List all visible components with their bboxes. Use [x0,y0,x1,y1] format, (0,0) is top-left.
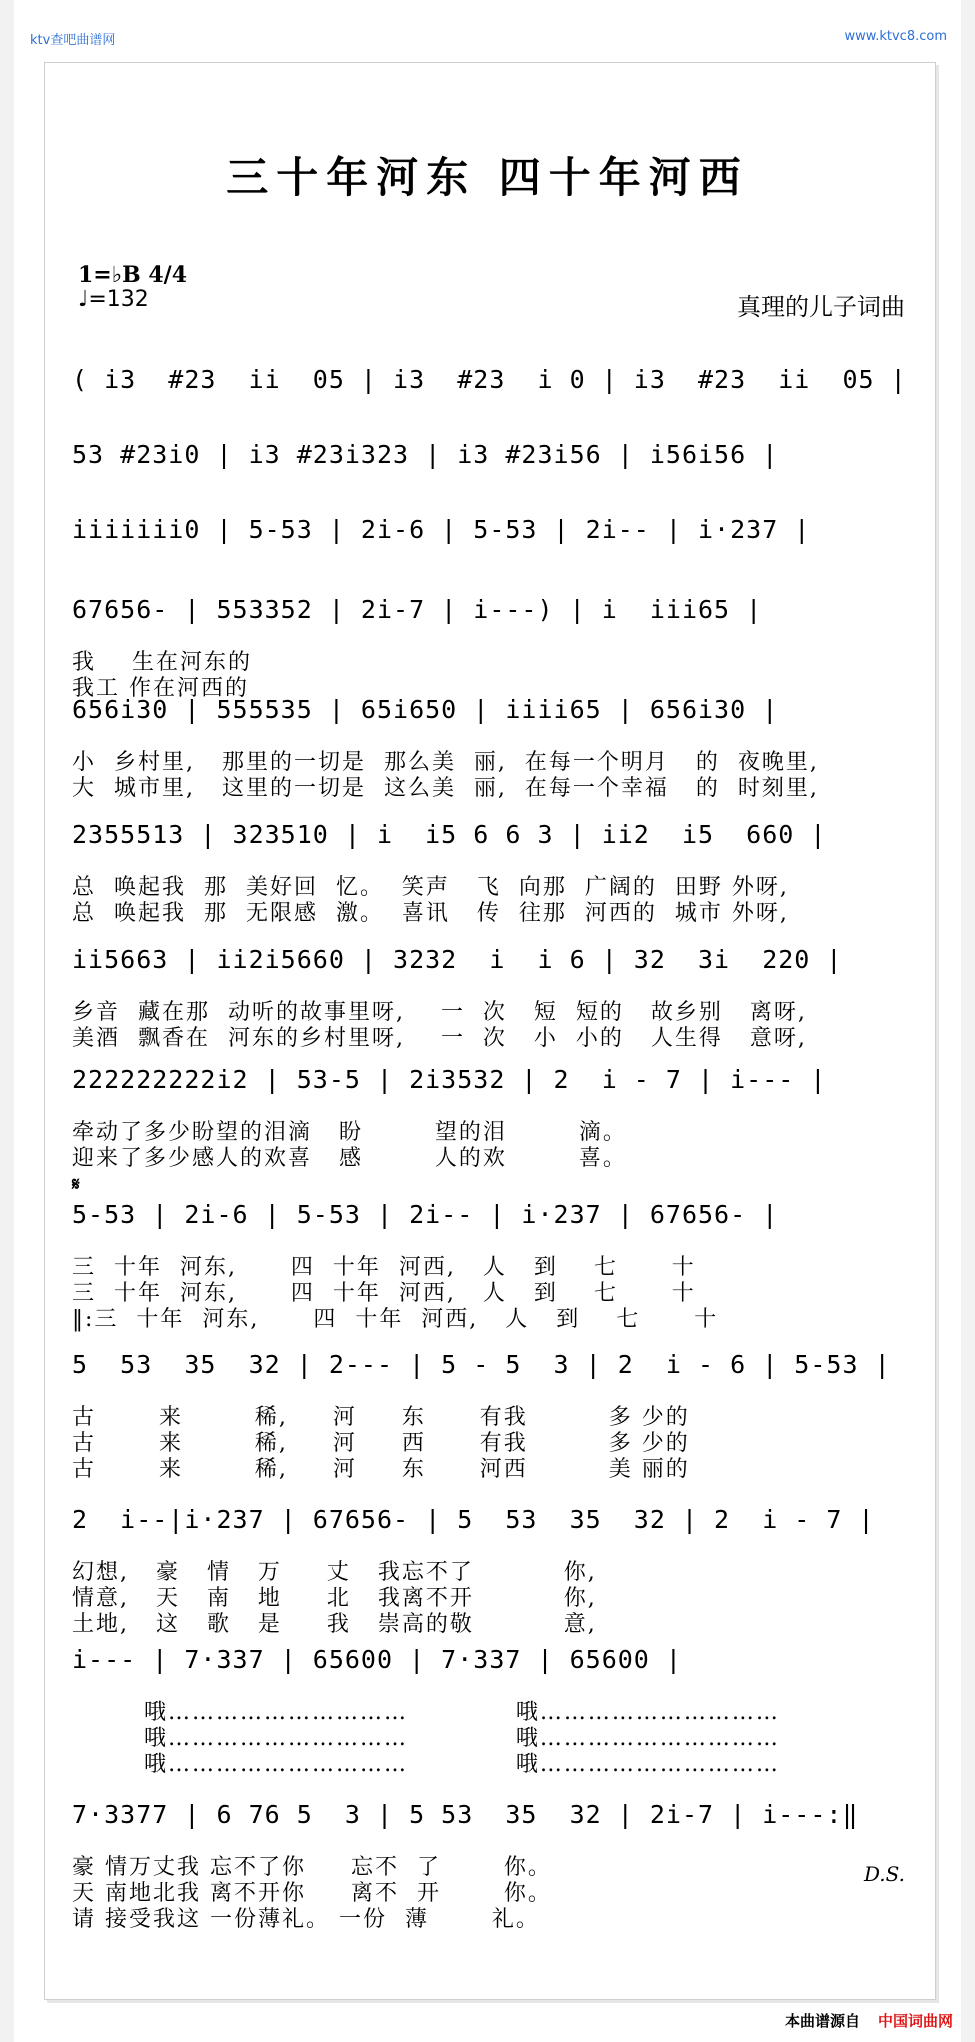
lyric-line: 总 唤起我 那 美好回 忆。 笑声 飞 向那 广阔的 田野 外呀, [72,875,789,900]
lyric-line: 大 城市里, 这里的一切是 这么美 丽, 在每一个幸福 的 时刻里, [72,776,819,801]
lyric-line: 迎来了多少感人的欢喜 感 人的欢 喜。 [72,1146,627,1171]
lyric-line: 古 来 稀, 河 西 有我 多 少的 [72,1431,690,1456]
right-watermark-strip [961,0,975,2042]
lyric-line: 古 来 稀, 河 东 河西 美 丽的 [72,1457,690,1482]
lyric-line: 天 南地北我 离不开你 离不 开 你。 [72,1881,552,1906]
lyric-line: 总 唤起我 那 无限感 激。 喜讯 传 往那 河西的 城市 外呀, [72,901,789,926]
lyric-line: 牵动了多少盼望的泪滴 盼 望的泪 滴。 [72,1120,627,1145]
key-signature: 1=♭B 4/4 [78,262,188,288]
lyric-line: 三 十年 河东, 四 十年 河西, 人 到 七 十 [72,1281,696,1306]
notation-line: 5-53 | 2i-6 | 5-53 | 2i-- | i·237 | 67656- | [72,1200,779,1229]
author-credit: 真理的儿子词曲 [737,293,905,321]
lyric-line: ‖:三 十年 河东, 四 十年 河西, 人 到 七 十 [72,1307,719,1332]
lyric-line: 我 生在河东的 [72,650,252,675]
song-title: 三十年河东 四十年河西 [226,153,749,202]
notation-line: i--- | 7·337 | 65600 | 7·337 | 65600 | [72,1645,682,1674]
notation-line: ii5663 | ii2i5660 | 3232 i i 6 | 32 3i 220 | [72,945,843,974]
lyric-line: 哦………………………… 哦………………………… [72,1700,780,1725]
notation-line: 5 53 35 32 | 2--- | 5 - 5 3 | 2 i - 6 | 5-53 | [72,1350,891,1379]
site-url-right[interactable]: www.ktvc8.com [844,29,947,44]
lyric-line: 小 乡村里, 那里的一切是 那么美 丽, 在每一个明月 的 夜晚里, [72,750,819,775]
lyric-line: 豪 情万丈我 忘不了你 忘不 了 你。 [72,1855,552,1880]
notation-line: iiiiiii0 | 5-53 | 2i-6 | 5-53 | 2i-- | i·237 | [72,515,811,544]
footer-source-site[interactable]: 中国词曲网 [877,2012,953,2030]
lyric-line: 土地, 这 歌 是 我 崇高的敬 意, [72,1612,597,1637]
lyric-line: 古 来 稀, 河 东 有我 多 少的 [72,1405,690,1430]
lyric-line: 我工 作在河西的 [72,676,249,701]
lyric-line: 乡音 藏在那 动听的故事里呀, 一 次 短 短的 故乡别 离呀, [72,1000,807,1025]
site-name-left[interactable]: ktv查吧曲谱网 [30,33,116,48]
dal-segno-mark: D.S. [863,1862,905,1886]
notation-line: 7·3377 | 6 76 5 3 | 5 53 35 32 | 2i-7 | i---:‖ [72,1800,859,1829]
notation-line: 2 i--|i·237 | 67656- | 5 53 35 32 | 2 i - 7 | [72,1505,875,1534]
notation-line: 67656- | 553352 | 2i-7 | i---) | i iii65 | [72,595,763,624]
lyric-line: 三 十年 河东, 四 十年 河西, 人 到 七 十 [72,1255,696,1280]
tempo-mark: ♩=132 [78,287,149,312]
notation-line: 53 #23i0 | i3 #23i323 | i3 #23i56 | i56i56 | [72,440,779,469]
lyric-line: 情意, 天 南 地 北 我离不开 你, [72,1586,597,1611]
notation-line: 222222222i2 | 53-5 | 2i3532 | 2 i - 7 | i--- | [72,1065,827,1094]
lyric-line: 哦………………………… 哦………………………… [72,1752,780,1777]
left-watermark-strip [0,0,14,2042]
notation-line: 2355513 | 323510 | i i5 6 6 3 | ii2 i5 660 | [72,820,827,849]
lyric-line: 美酒 飘香在 河东的乡村里呀, 一 次 小 小的 人生得 意呀, [72,1026,807,1051]
lyric-line: 哦………………………… 哦………………………… [72,1726,780,1751]
notation-line: 656i30 | 555535 | 65i650 | iiii65 | 656i30 | [72,695,779,724]
footer-source-label: 本曲谱源自 [784,2012,860,2030]
footer-source [785,2010,953,2031]
lyric-line: 幻想, 豪 情 万 丈 我忘不了 你, [72,1560,597,1585]
segno-sign: 𝄋 [72,1174,80,1195]
lyric-line: 请 接受我这 一份薄礼。 一份 薄 礼。 [72,1907,540,1932]
notation-line: ( i3 #23 ii 05 | i3 #23 i 0 | i3 #23 ii 05 | [72,365,907,394]
